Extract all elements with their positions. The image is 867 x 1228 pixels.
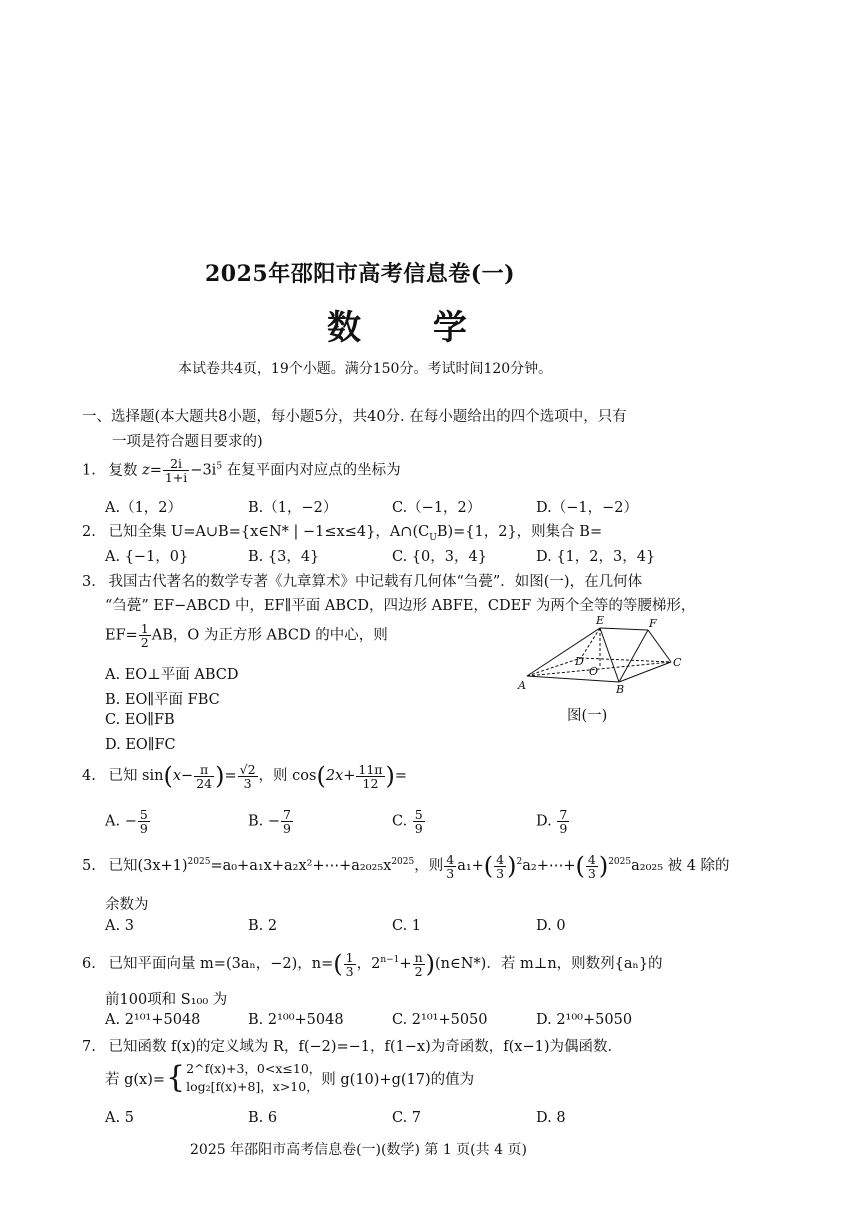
paren: ( — [575, 852, 585, 880]
label-c: C — [673, 656, 682, 669]
option-d: D. 0 — [536, 918, 566, 934]
option-label: D. — [536, 813, 552, 830]
equals-sign: = — [394, 768, 408, 784]
numerator: 11π — [358, 761, 383, 777]
numerator: 5 — [414, 807, 423, 822]
option-c — [392, 808, 426, 835]
paren: ) — [385, 762, 395, 790]
option-a: A.（1，2） — [105, 500, 183, 516]
question-text: 已知(3x+1) — [108, 858, 188, 874]
question-number: 4. — [82, 768, 96, 784]
denominator: 9 — [139, 821, 148, 836]
question-text: 已知全集 U=A∪B={x∈N* | −1≤x≤4}，A∩(C — [108, 524, 430, 540]
question-1 — [82, 457, 401, 484]
plus-sign: + — [399, 956, 412, 972]
subscript: U — [429, 532, 437, 543]
question-number: 7. — [82, 1039, 96, 1055]
question-text: −3i — [190, 462, 217, 479]
numerator: 4 — [587, 851, 596, 867]
page-footer: 2025 年邵阳市高考信息卷(一)(数学) 第 1 页(共 4 页) — [190, 1142, 527, 1158]
numerator: √2 — [239, 761, 256, 777]
question-text: EF= — [105, 627, 138, 644]
option-a: A. 3 — [105, 918, 134, 934]
option-label: C. — [392, 813, 408, 830]
paren: ( — [316, 762, 326, 790]
question-number: 5. — [82, 858, 96, 874]
numerator: 4 — [496, 851, 505, 867]
exam-intro: 本试卷共4页，19个小题。满分150分。考试时间120分钟。 — [178, 361, 553, 377]
denominator: 3 — [446, 865, 455, 881]
question-text: (n∈N*)．若 m⊥n，则数列{aₙ}的 — [435, 956, 663, 972]
fraction — [238, 763, 258, 790]
exponent: 2025 — [187, 857, 211, 868]
fraction — [557, 808, 569, 835]
fraction — [413, 808, 425, 835]
question-text: 已知 sin — [108, 768, 164, 784]
edge-ab — [527, 676, 619, 682]
subject-title: 数 学 — [327, 308, 497, 348]
denominator: 3 — [496, 865, 505, 881]
option-c: C. 7 — [392, 1110, 422, 1126]
fraction — [138, 808, 150, 835]
numerator: 1 — [345, 949, 354, 965]
question-5-line2: 余数为 — [105, 897, 149, 913]
option-d: D. 8 — [536, 1110, 566, 1126]
label-o: O — [589, 665, 599, 678]
option-a — [105, 808, 151, 835]
question-text: 则 g(10)+g(17)的值为 — [321, 1071, 475, 1088]
option-a: A. 5 — [105, 1110, 134, 1126]
exponent: 5 — [216, 461, 223, 472]
question-text: ，则 cos — [258, 768, 317, 784]
question-text: AB，O 为正方形 ABCD 的中心，则 — [151, 627, 388, 644]
exponent: 2025 — [608, 857, 632, 868]
question-text: 在复平面内对应点的坐标为 — [226, 462, 401, 479]
denominator: 2 — [414, 963, 423, 979]
exponent: 2025 — [391, 857, 415, 868]
denominator: 2 — [140, 635, 149, 650]
fraction — [163, 457, 189, 484]
option-b — [248, 808, 294, 835]
denominator: 3 — [345, 963, 354, 979]
question-text: 若 g(x)= — [105, 1071, 166, 1088]
question-5 — [82, 852, 730, 880]
option-b: B. EO∥平面 FBC — [105, 692, 220, 708]
label-a: A — [518, 679, 526, 692]
question-text: a₂₀₂₅ 被 4 除的 — [631, 858, 730, 874]
label-e: E — [596, 614, 605, 627]
numerator: 2i — [163, 457, 189, 471]
paren: ) — [425, 950, 436, 978]
option-d: D. {1，2，3，4} — [536, 549, 656, 565]
edge-fb — [619, 630, 648, 682]
option-d: D. 2¹⁰⁰+5050 — [536, 1012, 633, 1028]
option-d: D. EO∥FC — [105, 737, 176, 753]
option-c: C. EO∥FB — [105, 712, 175, 728]
fraction — [444, 853, 456, 880]
question-3-line3 — [105, 622, 388, 649]
question-text: ，则 — [414, 858, 444, 874]
case-1: 2^f(x)+3，0<x≤10， — [186, 1061, 322, 1076]
paren: ) — [215, 762, 225, 790]
fraction — [413, 951, 425, 978]
option-label: A. — [105, 813, 121, 830]
fraction — [139, 622, 151, 649]
equals-sign: = — [224, 768, 237, 784]
equals-sign: = — [149, 462, 162, 479]
numerator: π — [194, 763, 214, 777]
option-c: C. 2¹⁰¹+5050 — [392, 1012, 488, 1028]
question-text: 已知函数 f(x)的定义域为 R，f(−2)=−1，f(1−x)为奇函数，f(x−1)为偶函数． — [108, 1039, 622, 1055]
question-number: 6. — [82, 956, 96, 972]
denominator: 12 — [362, 775, 379, 791]
question-text: 已知平面向量 m=(3aₙ，−2)，n= — [108, 956, 334, 972]
numerator: 1 — [140, 621, 149, 636]
expr: 2x+ — [325, 768, 356, 784]
question-number: 2. — [82, 524, 96, 540]
numerator: 7 — [559, 807, 568, 822]
numerator: n — [414, 949, 423, 965]
option-d — [536, 808, 570, 835]
option-sign: − — [124, 813, 137, 830]
edge-ed-hidden — [581, 628, 600, 658]
option-c: C. {0，3，4} — [392, 549, 487, 565]
numerator: 7 — [283, 807, 291, 822]
option-a: A. {−1，0} — [105, 549, 189, 565]
label-f: F — [649, 617, 657, 630]
label-d: D — [575, 655, 584, 668]
option-sign: − — [267, 813, 281, 830]
piecewise-cases — [186, 1060, 321, 1096]
denominator: 24 — [196, 775, 213, 791]
question-text: a₂+⋯+ — [522, 858, 576, 874]
denominator: 9 — [414, 821, 423, 836]
option-c: C.（−1，2） — [392, 500, 482, 516]
question-7-line2 — [105, 1060, 474, 1096]
edge-fc — [648, 630, 671, 662]
question-3-line2: “刍甍” EF−ABCD 中，EF∥平面 ABCD，四边形 ABFE，CDEF 为两个全等的等腰梯形， — [105, 598, 696, 614]
question-4 — [82, 762, 407, 790]
fraction — [281, 808, 293, 835]
option-b: B. {3，4} — [248, 549, 320, 565]
exam-title: 2025年邵阳市高考信息卷(一) — [205, 261, 516, 287]
question-text: B)={1，2}，则集合 B= — [436, 524, 603, 540]
question-3 — [82, 570, 642, 591]
option-b: B. 2¹⁰⁰+5048 — [248, 1012, 344, 1028]
denominator: 9 — [283, 821, 291, 836]
fraction — [356, 763, 384, 790]
option-b: B.（1，−2） — [248, 500, 338, 516]
option-a: A. 2¹⁰¹+5048 — [105, 1012, 201, 1028]
section-heading: 一、选择题(本大题共8小题，每小题5分，共40分. 在每小题给出的四个选项中，只有 — [82, 409, 627, 425]
figure-caption: 图(一) — [567, 708, 608, 724]
denominator: 3 — [587, 865, 596, 881]
paren: ) — [598, 852, 609, 880]
option-b: B. 2 — [248, 918, 278, 934]
expr: x− — [172, 768, 194, 784]
numerator: 5 — [139, 807, 148, 822]
option-c: C. 1 — [392, 918, 422, 934]
denominator: 3 — [243, 775, 252, 791]
question-text: 我国古代著名的数学专著《九章算术》中记载有几何体“刍甍”．如图(一)，在几何体 — [108, 574, 643, 590]
question-text: 复数 — [108, 462, 138, 479]
fraction — [344, 951, 356, 978]
edge-bc — [619, 662, 671, 682]
fraction — [194, 763, 214, 790]
question-text: =a₀+a₁x+a₂x²+⋯+a₂₀₂₅x — [210, 858, 392, 874]
question-6 — [82, 950, 663, 978]
question-7 — [82, 1035, 622, 1056]
label-b: B — [616, 683, 625, 696]
numerator: 4 — [446, 851, 455, 867]
question-number: 1. — [82, 462, 96, 479]
denominator: 9 — [559, 821, 568, 836]
denominator: 1+i — [164, 470, 188, 485]
option-label: B. — [248, 813, 264, 830]
exponent: n−1 — [380, 955, 400, 966]
question-6-line2: 前100项和 S₁₀₀ 为 — [105, 992, 228, 1008]
paren: ( — [163, 762, 173, 790]
brace: { — [166, 1060, 186, 1095]
var-z: z — [142, 462, 150, 479]
edge-eb — [600, 628, 619, 682]
paren: ) — [507, 852, 517, 880]
option-b: B. 6 — [248, 1110, 278, 1126]
paren: ( — [333, 950, 343, 978]
case-2: log₂[f(x)+8]，x>10， — [186, 1079, 319, 1094]
section-heading-cont: 一项是符合题目要求的) — [112, 434, 263, 450]
question-text: ，2 — [356, 956, 381, 972]
fraction — [494, 853, 506, 880]
option-d: D.（−1，−2） — [536, 500, 638, 516]
edge-ef — [600, 628, 648, 630]
question-2 — [82, 520, 602, 543]
question-text: a₁+ — [457, 858, 484, 874]
fraction — [586, 853, 598, 880]
paren: ( — [483, 852, 494, 880]
question-number: 3. — [82, 574, 96, 590]
exponent: 2 — [516, 857, 523, 868]
option-a: A. EO⊥平面 ABCD — [105, 667, 239, 683]
edge-dc-hidden — [581, 658, 671, 662]
